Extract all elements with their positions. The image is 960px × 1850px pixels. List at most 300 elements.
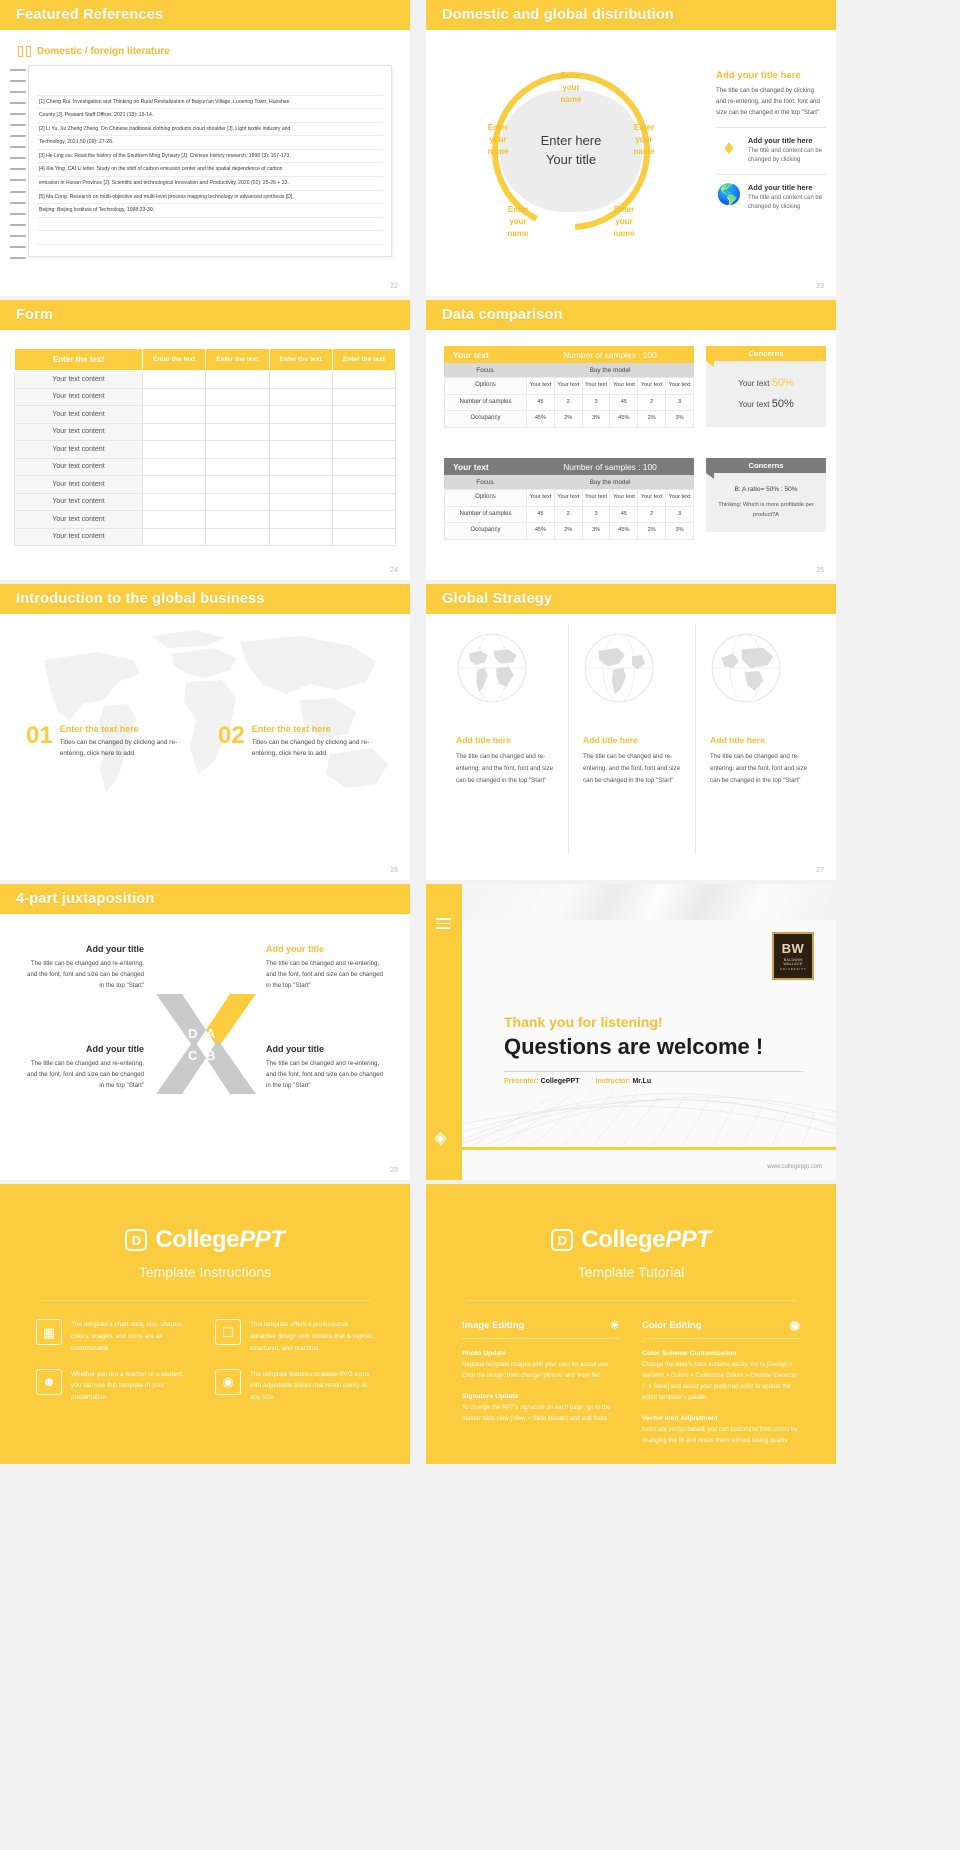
item-title: Signature Update: [462, 1392, 519, 1400]
numbered-block-1: [26, 724, 202, 760]
table-cell: [206, 528, 269, 546]
table-header-right: Number of samples : 100: [563, 349, 657, 360]
layers-icon: ◈: [434, 1128, 448, 1147]
section-heading: [18, 46, 410, 57]
slide-form: [0, 300, 410, 580]
quadrant-heading: Add your title: [86, 944, 144, 954]
bulb-icon: ☀: [609, 1318, 620, 1332]
page-title: Global Strategy: [442, 591, 553, 607]
center-line-2: Your title: [545, 152, 597, 167]
row-label: Occupancy: [445, 523, 527, 540]
spiral-binding-icon: [10, 69, 28, 259]
instruction-card: [36, 1319, 195, 1355]
form-table: [14, 348, 396, 546]
logo-line-1: BALDWIN: [783, 957, 803, 962]
row-label: Options: [445, 378, 527, 395]
table-row: [15, 528, 396, 546]
brand-logo: [0, 1184, 410, 1254]
table-cell: [206, 511, 269, 529]
university-logo: [772, 932, 814, 980]
page-title: 4-part juxtaposition: [16, 891, 155, 907]
concerns-line-1-value: 50%: [771, 377, 794, 389]
side-title: Add your title here: [716, 70, 801, 81]
table-row: [15, 371, 396, 389]
tutorial-item: [462, 1393, 620, 1425]
concerns-line-2: [714, 394, 818, 415]
table-cell: [269, 493, 332, 511]
column-header: Enter the text: [332, 349, 395, 371]
table-row: [15, 441, 396, 459]
letter-b: B: [206, 1048, 216, 1063]
item-body: Icons are vector-based; you can customize their colors by changing the fill and resize them without losing quality.: [642, 1425, 798, 1444]
table-cell: [143, 511, 206, 529]
block-number: 01: [26, 722, 53, 749]
table-cell: [143, 476, 206, 494]
side-body: The title can be changed by clicking and re-entering, and the font, font and size can be changed in the top "Start": [716, 87, 820, 116]
reference-line: Beijing: Beijing Institute of Technology, 1998:23-30.: [37, 204, 383, 218]
reference-line: [2] Li Yu, Xu Zheng Zheng. On Chinese traditional clothing products cloud shoulder [J]. Light textile industry and: [37, 123, 383, 137]
table-cell: [269, 458, 332, 476]
table-cell: [332, 511, 395, 529]
table-cell: Your text content: [15, 476, 143, 494]
table-cell: 2: [554, 394, 582, 411]
page-number: 23: [816, 283, 824, 290]
table-cell: [269, 476, 332, 494]
table-cell: [143, 423, 206, 441]
table-row: [15, 511, 396, 529]
slide-data-comparison: [426, 300, 836, 580]
collegeppt-logo-icon: D: [551, 1229, 573, 1251]
subheader-right: Buy the model: [589, 478, 631, 486]
column-header: Enter the text: [206, 349, 269, 371]
table-cell: [206, 388, 269, 406]
table-header-right: Number of samples : 100: [563, 461, 657, 472]
instruction-cards: [0, 1301, 410, 1404]
page-number: 26: [390, 867, 398, 874]
reference-line: [37, 82, 383, 96]
row-label: Number of samples: [445, 506, 527, 523]
page-title: Domestic and global distribution: [442, 7, 674, 23]
column-header: Enter the text: [269, 349, 332, 371]
slide-thank-you: [426, 884, 836, 1180]
table-row: [445, 394, 694, 411]
briefcase-icon: ☐: [215, 1319, 241, 1345]
table-cell: Your text content: [15, 388, 143, 406]
item-title: Vector Icon Adjustment: [642, 1414, 718, 1422]
table-header: [444, 346, 694, 363]
table-cell: 3: [666, 394, 694, 411]
table-cell: 2%: [554, 411, 582, 428]
page-number: 22: [390, 283, 398, 290]
quadrant-layout: [22, 932, 388, 1142]
block-number: 02: [218, 722, 245, 749]
page-title: Data comparison: [442, 307, 563, 323]
strategy-column-1: [442, 624, 568, 854]
list-item-body: The title and content can be changed by clicking: [748, 147, 823, 164]
table-row: [15, 458, 396, 476]
table-cell: 45%: [527, 523, 555, 540]
table-cell: Your text: [610, 378, 638, 395]
table-cell: [269, 423, 332, 441]
concerns-ratio: B: A ratio= 50% : 50%: [734, 486, 798, 493]
heading-text: Color Editing: [642, 1319, 702, 1331]
instructor-value: Mr.Lu: [632, 1078, 652, 1085]
table-cell: 3: [666, 506, 694, 523]
table-cell: [269, 406, 332, 424]
row-label: Number of samples: [445, 394, 527, 411]
slide-title-bar: [426, 300, 836, 330]
panel-template-tutorial: [426, 1184, 836, 1464]
brand-logo: [426, 1184, 836, 1254]
table-cell: [269, 371, 332, 389]
table-cell: 45%: [610, 523, 638, 540]
table-cell: Your text: [610, 490, 638, 507]
table-cell: Your text content: [15, 441, 143, 459]
column-header: Enter the text: [143, 349, 206, 371]
brand-name-italic: PPT: [665, 1226, 711, 1253]
slide-global-business: [0, 584, 410, 880]
china-map-icon: ♦: [723, 136, 735, 159]
concerns-line-2-value: 50%: [771, 397, 794, 410]
table-cell: Your text: [582, 378, 610, 395]
x-shape-icon: [152, 988, 260, 1100]
column-body: The title can be changed and re-entering, and the font, font and size can be changed in the top "Start": [710, 753, 808, 784]
table-cell: 45%: [610, 411, 638, 428]
quadrant-heading: Add your title: [266, 944, 324, 954]
petal-label-2: Enter your name: [633, 123, 655, 156]
table-cell: [332, 458, 395, 476]
page-title: Featured References: [16, 7, 164, 23]
letter-c: C: [188, 1048, 198, 1063]
presenter-icon: ☻: [36, 1369, 62, 1395]
table-cell: 3: [582, 506, 610, 523]
table-cell: [269, 528, 332, 546]
table-cell: Your text: [638, 378, 666, 395]
concerns-title: Concerns: [706, 346, 826, 361]
petal-diagram: [446, 42, 696, 257]
table-header-left: Your text: [453, 461, 489, 472]
table-cell: [206, 371, 269, 389]
tutorial-column-color-editing: [642, 1319, 800, 1447]
table-cell: [206, 476, 269, 494]
tutorial-item: [642, 1350, 800, 1404]
letter-d: D: [188, 1026, 198, 1041]
table-cell: [332, 493, 395, 511]
table-cell: 2: [638, 394, 666, 411]
table-cell: [332, 528, 395, 546]
table-cell: Your text content: [15, 458, 143, 476]
table-cell: Your text: [666, 490, 694, 507]
row-label: Occupancy: [445, 411, 527, 428]
table-cell: Your text content: [15, 528, 143, 546]
column-heading: Add title here: [583, 735, 638, 745]
petal-label-5: Enter your name: [487, 123, 509, 156]
tutorial-column-image-editing: [462, 1319, 620, 1447]
table-row: [445, 506, 694, 523]
page-title: Introduction to the global business: [16, 591, 265, 607]
page-number: 28: [390, 1167, 398, 1174]
table-cell: 3%: [666, 523, 694, 540]
table-cell: [206, 493, 269, 511]
table-cell: [332, 423, 395, 441]
petal-label-1: Enter your name: [560, 71, 582, 104]
quadrant-body: The title can be changed and re-entering, and the font, font and size can be changed in the top "Start": [266, 960, 383, 989]
table-cell: [332, 388, 395, 406]
top-ribbon: [462, 884, 836, 920]
reference-line: [4] Xia Ying, CAI Li letter. Study on the shift of carbon emission center and the spatial dependence of carbon: [37, 163, 383, 177]
slide-title-bar: [0, 0, 410, 30]
tutorial-columns: [426, 1301, 836, 1447]
accent-line: [462, 1147, 836, 1150]
table-cell: [206, 441, 269, 459]
table-cell: Your text: [666, 378, 694, 395]
table-cell: Your text: [527, 490, 555, 507]
column-heading: Add title here: [456, 735, 511, 745]
table-cell: Your text: [582, 490, 610, 507]
list-item: [716, 127, 826, 166]
table-row: [445, 378, 694, 395]
quadrant-bottom-right: [266, 1044, 388, 1092]
table-cell: [143, 458, 206, 476]
table-cell: [143, 371, 206, 389]
table-cell: Your text: [554, 490, 582, 507]
table-cell: Your text: [638, 490, 666, 507]
slide-featured-references: [0, 0, 410, 296]
table-cell: 45: [527, 394, 555, 411]
eye-icon: ◉: [789, 1318, 800, 1332]
brand-name-italic: PPT: [239, 1226, 285, 1253]
subheader-right: Buy the model: [589, 366, 631, 374]
globe-icon: 🌎: [716, 183, 742, 206]
list-item-title: Add your title here: [748, 135, 813, 145]
comparison-table-1: [444, 346, 694, 428]
card-body: The template features scalable SVG icons with adjustable colors that retain clarity at any size.: [250, 1370, 370, 1402]
table-row: [445, 523, 694, 540]
table-cell: [143, 441, 206, 459]
table-cell: [206, 458, 269, 476]
reference-notepad: [10, 69, 395, 259]
table-cell: Your text content: [15, 406, 143, 424]
table-cell: [332, 441, 395, 459]
quadrant-top-right: [266, 944, 388, 992]
item-body: Change the slide's color scheme easily. Go to [Design > Variants > Colors > Customize Colors > Choose 'Desktop 1' > Save] and select your preferred color to update the entire template's palette.: [642, 1361, 797, 1401]
page-number: 24: [390, 567, 398, 574]
item-body: Replace template images with your own for actual use. Click the image, then change 'picture' and 'from file'.: [462, 1361, 610, 1379]
card-body: The template's chart data, text, shapes, colors, images, and icons are all customizable.: [71, 1321, 183, 1352]
slide-title-bar: [426, 584, 836, 614]
petal-label-4: Enter your name: [507, 205, 529, 238]
quadrant-body: The title can be changed and re-entering, and the font, font and size can be changed in the top "Start": [27, 1060, 144, 1089]
table-cell: 3%: [666, 411, 694, 428]
table-cell: Your text content: [15, 511, 143, 529]
concerns-line-2-text: Your text: [738, 399, 772, 409]
table-cell: 2%: [554, 523, 582, 540]
slide-global-strategy: [426, 584, 836, 880]
instruction-card: [36, 1369, 195, 1405]
block-heading: Enter the text here: [251, 724, 331, 734]
table-cell: 2%: [638, 411, 666, 428]
panel-subtitle: Template Tutorial: [577, 1264, 685, 1280]
book-icon: ▦: [36, 1319, 62, 1345]
subheader-left: Focus: [476, 366, 494, 374]
brand-wordmark: [155, 1226, 284, 1254]
thank-you-title: Questions are welcome !: [504, 1034, 764, 1059]
globe-icon: [710, 632, 782, 704]
item-title: Color Scheme Customization: [642, 1350, 737, 1357]
item-body: To change the PPT's signature on each page, go to the master slide view (View > Slide Master) and edit there.: [462, 1403, 611, 1422]
numbered-block-2: [218, 724, 394, 760]
tutorial-column-heading: [462, 1319, 620, 1339]
strategy-column-2: [568, 624, 695, 854]
thank-you-canvas: [462, 884, 836, 1180]
tutorial-column-heading: [642, 1319, 800, 1339]
reference-line: County [J]. Peasant Staff Officer, 2021 (18): 13-14.: [37, 109, 383, 123]
reference-line: Technology, 2021,50 (09): 27-28.: [37, 136, 383, 150]
table-row: [15, 423, 396, 441]
block-body: Titles can be changed by clicking and re-entering, click here to add: [251, 739, 370, 758]
table-cell: [332, 476, 395, 494]
concerns-line-1-text: Your text: [738, 379, 772, 388]
logo-line-3: U N I V E R S I T Y: [780, 967, 806, 971]
block-body: Titles can be changed by clicking and re-entering, click here to add: [59, 739, 178, 758]
table-cell: [143, 388, 206, 406]
table-subheader: [444, 475, 694, 489]
instructor-label: Instructor:: [595, 1078, 631, 1085]
table-cell: [206, 406, 269, 424]
card-body: This template offers a professional, attractive design with content that is logical, structured, and practical.: [250, 1321, 373, 1352]
logo-monogram: BW: [781, 940, 805, 956]
subheader-left: Focus: [476, 478, 494, 486]
globe-icon: [583, 632, 655, 704]
table-header-row: [15, 349, 396, 371]
table-row: [445, 411, 694, 428]
table-cell: [206, 423, 269, 441]
panel-template-instructions: [0, 1184, 410, 1464]
brand-name: College: [581, 1226, 666, 1253]
tutorial-item: [462, 1350, 620, 1382]
heading-text: Image Editing: [462, 1319, 525, 1331]
table-cell: Your text content: [15, 493, 143, 511]
website-url: www.collegeppt.com: [767, 1164, 822, 1170]
table-cell: Your text: [527, 378, 555, 395]
table-cell: Your text content: [15, 423, 143, 441]
list-item: [716, 174, 826, 213]
presenter-label: Presenter:: [504, 1078, 539, 1085]
concerns-card-2: [706, 458, 826, 532]
book-icon: [18, 46, 31, 57]
brand-wordmark: [581, 1226, 710, 1254]
table-row: [15, 476, 396, 494]
column-heading: Add title here: [710, 735, 765, 745]
concerns-title: Concerns: [706, 458, 826, 473]
presenter-value: CollegePPT: [540, 1078, 580, 1085]
comparison-table-2: [444, 458, 694, 540]
slide-4-part-juxtaposition: [0, 884, 410, 1180]
slide-title-bar: [0, 300, 410, 330]
table-cell: [143, 528, 206, 546]
row-label: Options: [445, 490, 527, 507]
reference-line: [3] He Ling xiu. Read the history of the Southern Ming Dynasty [J]. Chinese history research, 1998 (3): 167-173.: [37, 150, 383, 164]
table-cell: 45: [527, 506, 555, 523]
table-cell: 45: [610, 394, 638, 411]
list-item-body: The title and content can be changed by clicking: [748, 194, 823, 211]
reference-line: [5] Ma Cong. Research on multi-objective and multi-level process mapping technology in advanced synthesis [D].: [37, 191, 383, 205]
quadrant-top-left: [22, 944, 144, 992]
reference-line: [37, 231, 383, 245]
letter-a: A: [206, 1026, 216, 1041]
concerns-thinking: Thinking: Which is more profitable per product?A: [718, 502, 814, 518]
panel-subtitle: Template Instructions: [138, 1264, 272, 1280]
table-cell: [332, 406, 395, 424]
world-map-icon: [0, 608, 410, 838]
table-cell: 2%: [638, 523, 666, 540]
table-cell: [269, 511, 332, 529]
table-cell: 3%: [582, 411, 610, 428]
side-content: [716, 70, 826, 213]
table-row: [445, 490, 694, 507]
three-column-layout: [442, 624, 822, 854]
table-cell: 2: [638, 506, 666, 523]
section-label: Domestic / foreign literature: [37, 46, 170, 57]
table-cell: [269, 441, 332, 459]
column-body: The title can be changed and re-entering, and the font, font and size can be changed in the top "Start": [583, 753, 681, 784]
table-cell: 2: [554, 506, 582, 523]
table-cell: [269, 388, 332, 406]
logo-line-2: WALLACE: [783, 961, 803, 966]
slide-title-bar: [0, 884, 410, 914]
reference-line: [1] Cheng Rui. Investigation and Thinking on Rural Revitalization of Baiyun'an Village, Luoering Town, Huoshan: [37, 96, 383, 110]
globe-icon: [456, 632, 528, 704]
item-title: Photo Update: [462, 1350, 507, 1357]
table-cell: [332, 371, 395, 389]
basketball-icon: ◉: [215, 1369, 241, 1395]
table-cell: Your text: [554, 378, 582, 395]
center-line-1: Enter here: [540, 133, 602, 149]
table-row: [15, 493, 396, 511]
quadrant-body: The title can be changed and re-entering, and the font, font and size can be changed in the top "Start": [266, 1060, 383, 1089]
reference-line: emission in Hunan Province [J]. Scientific and technological Innovation and Productivity, 2020 (01): 25-26 + 33.: [37, 177, 383, 191]
reference-sheet: [28, 65, 392, 257]
column-body: The title can be changed and re-entering, and the font, font and size can be changed in the top "Start": [456, 753, 554, 784]
table-row: [15, 388, 396, 406]
table-cell: 3%: [582, 523, 610, 540]
table-cell: [143, 406, 206, 424]
concerns-line-1: [714, 373, 818, 394]
instruction-card: [215, 1369, 374, 1405]
column-header: Enter the text: [15, 349, 143, 371]
collegeppt-logo-icon: D: [125, 1229, 147, 1251]
table-cell: [143, 493, 206, 511]
hamburger-icon: [436, 918, 451, 932]
table-cell: 45%: [527, 411, 555, 428]
petal-label-3: Enter your name: [613, 205, 635, 238]
table-header: [444, 458, 694, 475]
table-row: [15, 406, 396, 424]
quadrant-body: The title can be changed and re-entering, and the font, font and size can be changed in the top "Start": [27, 960, 144, 989]
page-title: Form: [16, 307, 54, 323]
reference-line: [37, 218, 383, 232]
slide-title-bar: [426, 0, 836, 30]
tutorial-item: [642, 1415, 800, 1447]
card-body: Whether you are a teacher or a student, you can use this template in your presentation.: [71, 1370, 184, 1402]
quadrant-bottom-left: [22, 1044, 144, 1092]
page-number: 25: [816, 567, 824, 574]
slide-domestic-global-distribution: [426, 0, 836, 296]
page-number: 27: [816, 867, 824, 874]
table-header-left: Your text: [453, 349, 489, 360]
quadrant-heading: Add your title: [86, 1044, 144, 1054]
table-subheader: [444, 363, 694, 377]
